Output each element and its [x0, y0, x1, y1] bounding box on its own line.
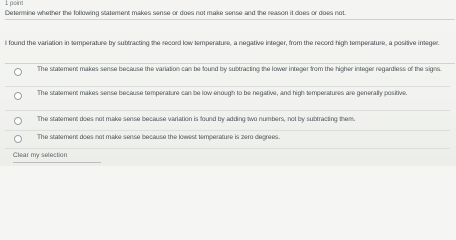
- divider: [5, 130, 450, 131]
- points-label: 1 point: [5, 1, 24, 7]
- radio-button[interactable]: [14, 117, 22, 125]
- answer-option-text: The statement makes sense because the variation can be found by subtracting the lower integer from the higher integer regardless of the signs.: [37, 66, 442, 73]
- divider: [5, 63, 455, 64]
- divider: [5, 19, 455, 20]
- radio-button[interactable]: [14, 135, 22, 143]
- clear-selection-button[interactable]: Clear my selection: [13, 152, 68, 159]
- question-statement: I found the variation in temperature by subtracting the record low temperature, a negative integer, from the record high temperature, a positive integer.: [5, 40, 440, 47]
- answer-option-text: The statement does not make sense because variation is found by adding two numbers, not by subtracting them.: [37, 116, 356, 123]
- clear-selection-underline: [13, 162, 101, 163]
- answer-option-text: The statement does not make sense because the lowest temperature is zero degrees.: [37, 134, 280, 141]
- divider: [5, 110, 450, 111]
- question-block: [5, 10, 451, 47]
- answer-option-text: The statement makes sense because temperature can be low enough to be negative, and high temperatures are generally positive.: [37, 90, 408, 97]
- divider: [5, 86, 450, 87]
- question-instruction: Determine whether the following statement makes sense or does not make sense and the reason it does or does not.: [5, 10, 346, 17]
- radio-button[interactable]: [14, 68, 22, 76]
- divider: [5, 148, 450, 149]
- radio-button[interactable]: [14, 92, 22, 100]
